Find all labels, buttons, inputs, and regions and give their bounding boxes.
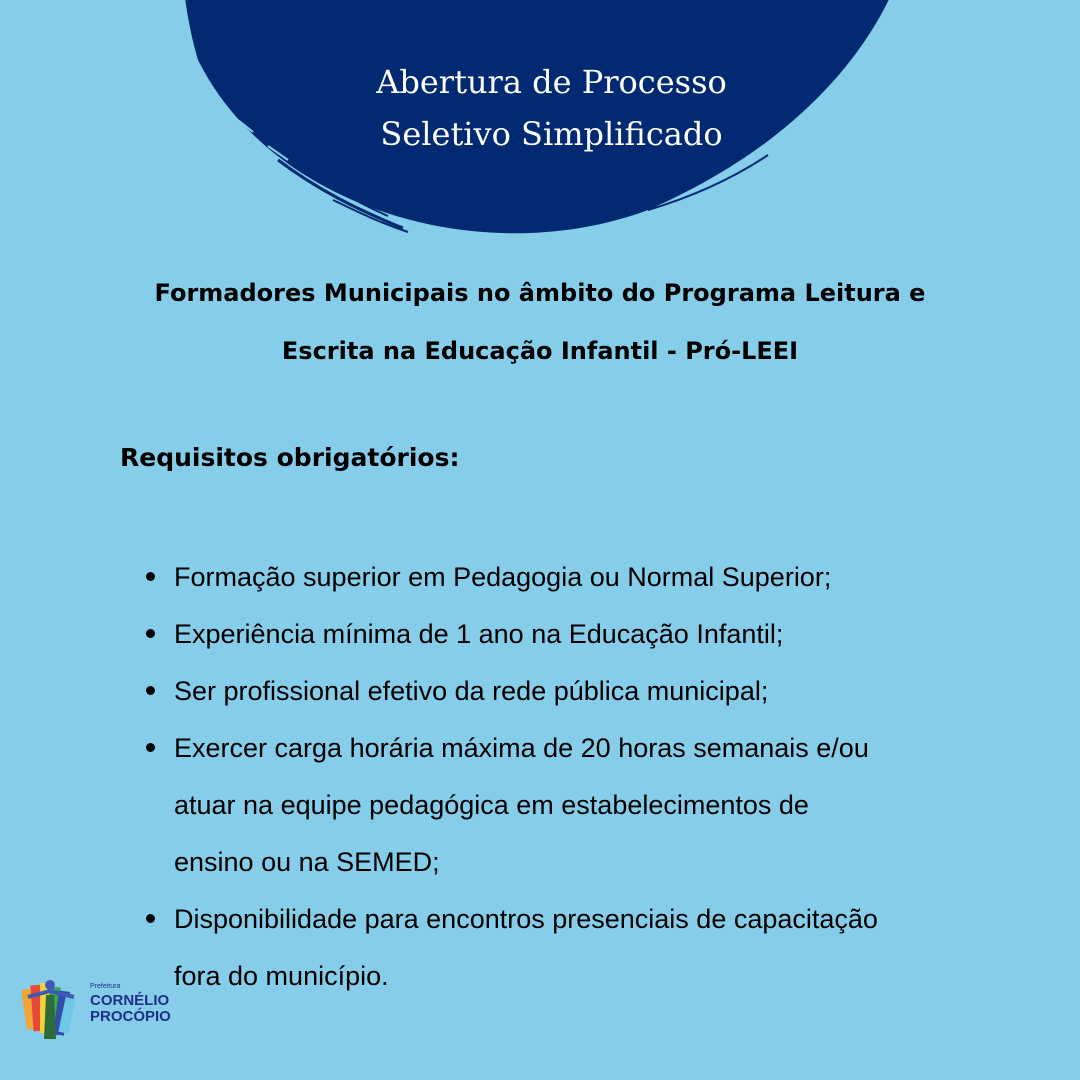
requirement-item [146, 663, 1046, 720]
subtitle-line-2: Escrita na Educação Infantil - Pró-LEEI [281, 337, 799, 365]
requirements-heading: Requisitos obrigatórios: [120, 443, 460, 472]
bullet-dot-icon [146, 572, 155, 581]
logo-name [90, 993, 171, 1025]
requirement-item [146, 720, 1046, 891]
requirement-text: atuar na equipe pedagógica em estabelecimentos de [174, 790, 809, 820]
bullet-dot-icon [146, 686, 155, 695]
requirement-text: Formação superior em Pedagogia ou Normal Superior; [174, 562, 832, 592]
requirement-text: fora do município. [174, 961, 389, 991]
requirement-item [146, 891, 1046, 1005]
requirement-text: Experiência mínima de 1 ano na Educação Infantil; [174, 619, 784, 649]
subtitle-line-1: Formadores Municipais no âmbito do Programa Leitura e [154, 279, 926, 307]
header-title-line-1: Abertura de Processo [376, 63, 727, 101]
bullet-dot-icon [146, 914, 155, 923]
requirement-text: ensino ou na SEMED; [174, 847, 440, 877]
logo-prefix: Prefeitura [90, 983, 121, 990]
city-logo [22, 975, 192, 1045]
bullet-dot-icon [146, 629, 155, 638]
program-subtitle [110, 264, 970, 380]
requirement-text: Disponibilidade para encontros presenciais de capacitação [174, 904, 878, 934]
requirement-item [146, 606, 1046, 663]
requirement-text: Ser profissional efetivo da rede pública municipal; [174, 676, 769, 706]
requirement-text: Exercer carga horária máxima de 20 horas semanais e/ou [174, 733, 869, 763]
header-title [0, 56, 1080, 160]
bullet-dot-icon [146, 743, 155, 752]
requirement-item [146, 549, 1046, 606]
logo-name-line-1: CORNÉLIO [90, 992, 170, 1009]
requirements-list [146, 549, 1046, 1005]
cornelio-procopio-logo-icon [22, 975, 86, 1045]
header-title-line-2: Seletivo Simplificado [380, 115, 723, 153]
logo-name-line-2: PROCÓPIO [90, 1008, 171, 1025]
